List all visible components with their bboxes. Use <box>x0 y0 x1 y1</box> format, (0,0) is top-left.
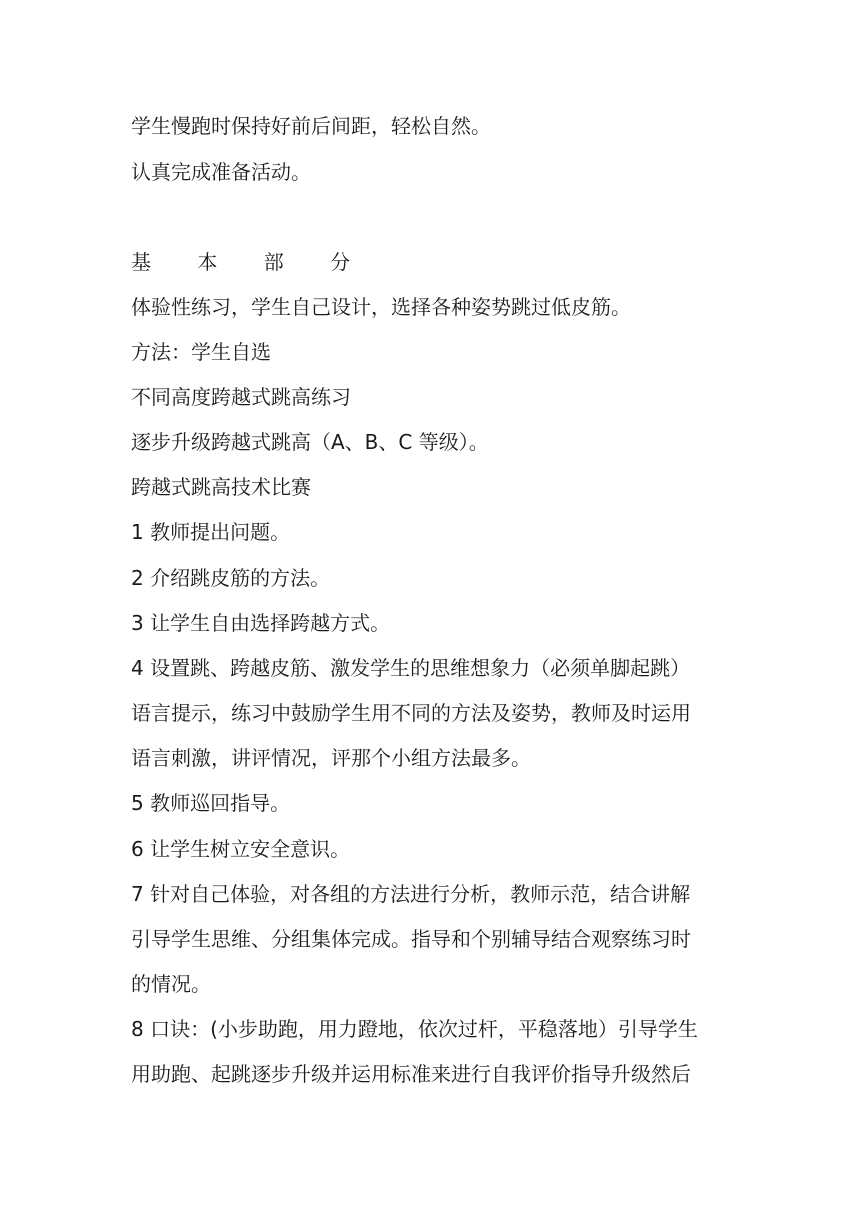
list-item: 8 口诀：(小步助跑，用力蹬地，依次过杆，平稳落地）引导学生 <box>131 1017 698 1041</box>
text-line: 引导学生思维、分组集体完成。指导和个别辅导结合观察练习时 <box>131 927 691 951</box>
text-line: 的情况。 <box>131 972 211 996</box>
list-item: 5 教师巡回指导。 <box>131 791 291 815</box>
text-line: 体验性练习，学生自己设计，选择各种姿势跳过低皮筋。 <box>131 295 631 319</box>
text-line: 用助跑、起跳逐步升级并运用标准来进行自我评价指导升级然后 <box>131 1062 691 1086</box>
list-item: 6 让学生树立安全意识。 <box>131 837 351 861</box>
list-item: 3 让学生自由选择跨越方式。 <box>131 611 391 635</box>
section-heading: 基 本 部 分 <box>131 250 371 274</box>
text-line: 认真完成准备活动。 <box>131 160 311 184</box>
text-line: 方法：学生自选 <box>131 340 271 364</box>
list-item: 2 介绍跳皮筋的方法。 <box>131 566 331 590</box>
text-line: 语言刺激，讲评情况，评那个小组方法最多。 <box>131 746 531 770</box>
list-item: 4 设置跳、跨越皮筋、激发学生的思维想象力（必须单脚起跳） <box>131 656 691 680</box>
text-line: 逐步升级跨越式跳高（A、B、C 等级）。 <box>131 430 489 454</box>
text-line: 学生慢跑时保持好前后间距，轻松自然。 <box>131 114 491 138</box>
text-line: 跨越式跳高技术比赛 <box>131 475 311 499</box>
text-line: 不同高度跨越式跳高练习 <box>131 385 351 409</box>
list-item: 1 教师提出问题。 <box>131 520 291 544</box>
list-item: 7 针对自己体验，对各组的方法进行分析，教师示范，结合讲解 <box>131 882 691 906</box>
text-line: 语言提示，练习中鼓励学生用不同的方法及姿势，教师及时运用 <box>131 701 691 725</box>
